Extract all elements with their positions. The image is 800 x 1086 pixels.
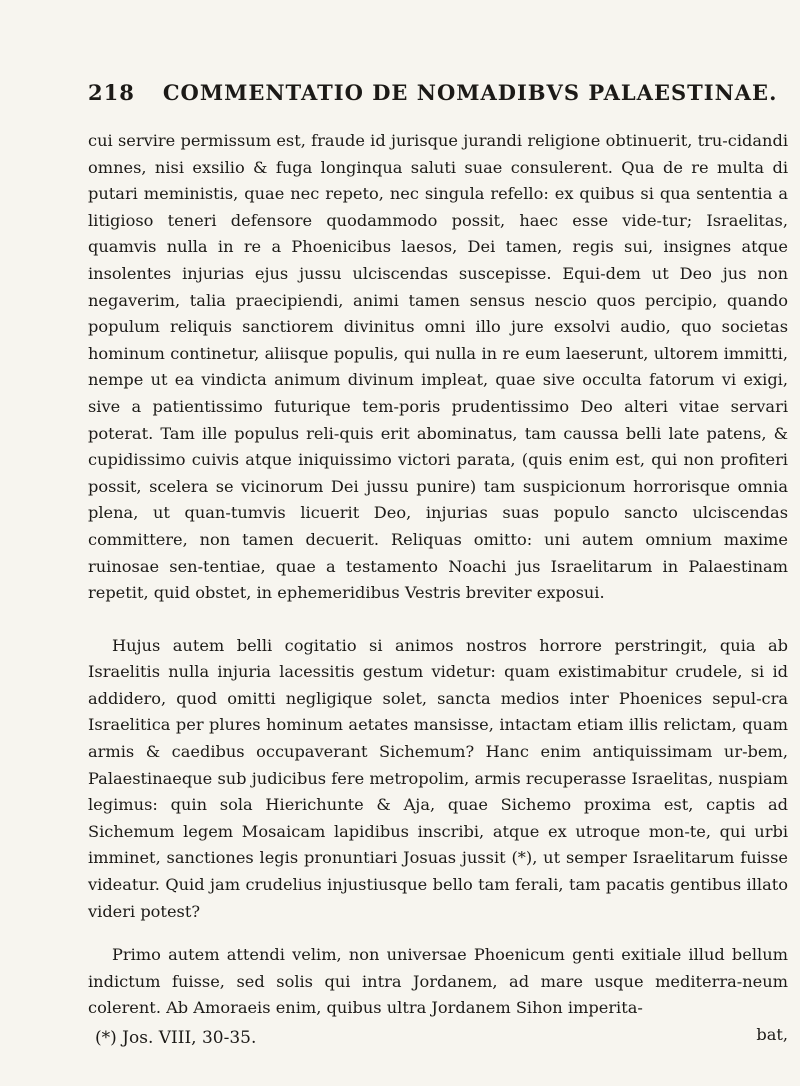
page-number: 218 bbox=[88, 80, 135, 105]
footnote: (*) Jos. VIII, 30-35. bbox=[95, 1028, 257, 1048]
paragraph-2: Hujus autem belli cogitatio si animos nostros horrore perstringit, quia ab Israelitis nulla injuria lacessitis gestum videtur: quam existimabitur crudele, si id addidero, quod omitti negligique solet, sancta medios inter Phoenices sepul-cra Israelitica per plures hominum aetates mansisse, intactam etiam illis relictam, quam armis & caedibus occupaverant Sichemum? Hanc enim antiquissimam ur-bem, Palaestinaeque sub judicibus fere metropolim, armis recuperasse Israelitas, nuspiam legimus: quin sola Hierichunte & Aja, quae Sichemo proxima est, captis ad Sichemum legem Mosaicam lapidibus inscribi, atque ex utroque mon-te, qui urbi imminet, sanctiones legis pronuntiari Josuas jussit (*), ut semper Israelitarum fuisse videatur. Quid jam crudelius injustiusque bello tam ferali, tam pacatis gentibus illato videri potest? bbox=[88, 635, 788, 921]
running-header bbox=[88, 80, 788, 105]
catchword: bat, bbox=[756, 1025, 788, 1044]
running-title: COMMENTATIO DE NOMADIBVS PALAESTINAE. bbox=[162, 80, 778, 105]
paragraph-1: cui servire permissum est, fraude id jurisque jurandi religione obtinuerit, tru-cidandi omnes, nisi exsilio & fuga longinqua saluti suae consulerent. Qua de re multa di putari meministis, quae nec repeto, nec singula refello: ex quibus si qua sententia a litigioso teneri defensore quodammodo possit, haec esse vide-tur; Israelitas, quamvis nulla in re a Phoenicibus laesos, Dei tamen, regis sui, insignes atque insolentes injurias ejus jussu ulciscendas suscepisse. Equi-dem ut Deo jus non negaverim, talia praecipiendi, animi tamen sensus nescio quos percipio, quando populum reliquis sanctiorem divinitus omni illo jure exsolvi audio, quo societas hominum continetur, aliisque populis, qui nulla in re eum laeserunt, ultorem immitti, nempe ut ea vindicta animum divinum impleat, quae sive occulta fatorum vi exigi, sive a patientissimo futurique tem-poris prudentissimo Deo alteri vitae servari poterat. Tam ille populus reli-quis erit abominatus, tam caussa belli late patens, & cupidissimo cuivis atque iniquissimo victori parata, (quis enim est, qui non profiteri possit, scelera se vicinorum Dei jussu punire) tam suspicionum horrorisque omnia plena, ut quan-tumvis licuerit Deo, injurias suas populo sancto ulciscendas committere, non tamen decuerit. Reliquas omitto: uni autem omnium maxime ruinosae sen-tentiae, quae a testamento Noachi jus Israelitarum in Palaestinam repetit, quid obstet, in ephemeridibus Vestris breviter exposui. bbox=[88, 131, 788, 603]
paragraph-3: Primo autem attendi velim, non universae Phoenicum genti exitiale illud bellum indictum fuisse, sed solis qui intra Jordanem, ad mare usque mediterra-neum colerent. Ab Amoraeis enim, quibus ultra Jordanem Sihon imperita- bbox=[88, 945, 788, 1018]
main-text bbox=[88, 128, 788, 1049]
